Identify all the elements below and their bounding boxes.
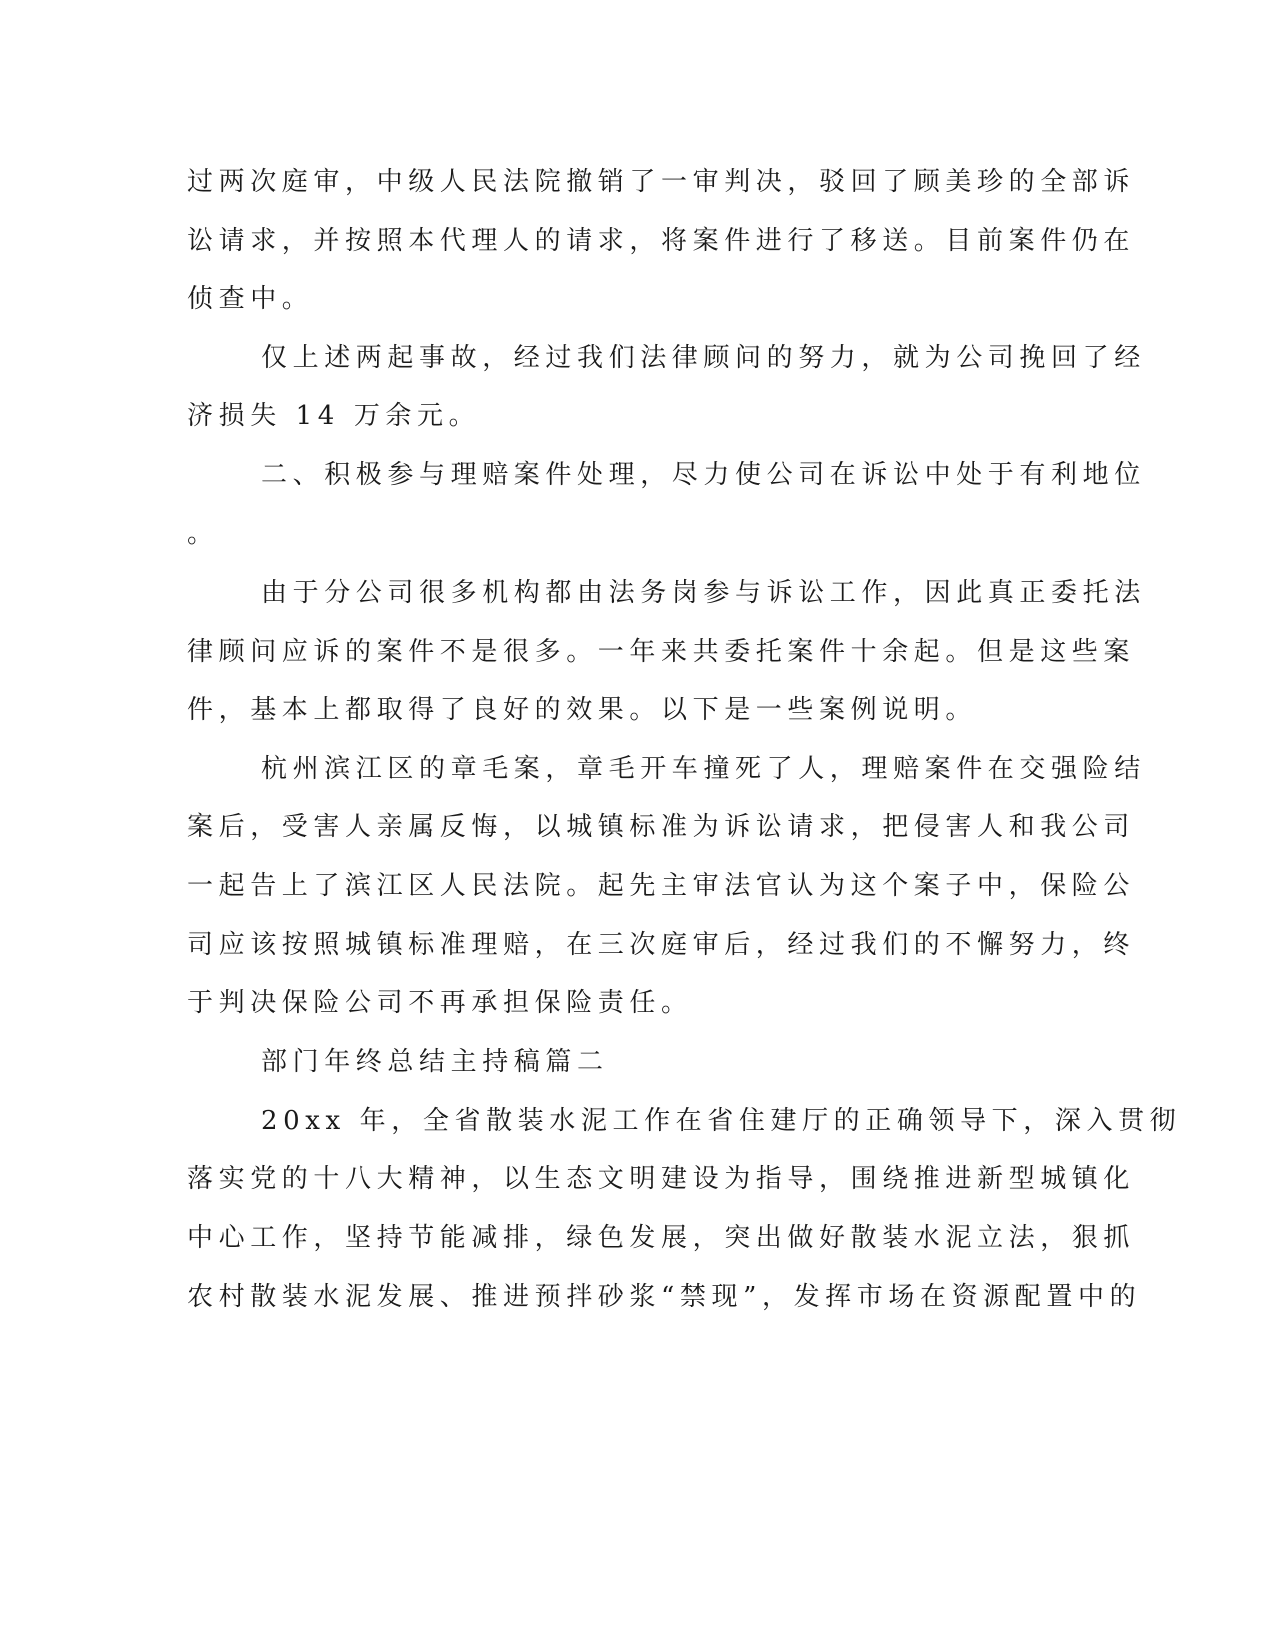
text-line: 案后，受害人亲属反悔，以城镇标准为诉讼请求，把侵害人和我公司 bbox=[187, 812, 1136, 842]
paragraph-first-line: 杭州滨江区的章毛案，章毛开车撞死了人，理赔案件在交强险结 bbox=[261, 754, 1146, 784]
paragraph-first-line: 仅上述两起事故，经过我们法律顾问的努力，就为公司挽回了经 bbox=[261, 343, 1146, 373]
paragraph-first-line: 20xx 年，全省散装水泥工作在省住建厅的正确领导下，深入贯彻 bbox=[261, 1106, 1182, 1136]
text-line: 司应该按照城镇标准理赔，在三次庭审后，经过我们的不懈努力，终 bbox=[187, 930, 1136, 960]
text-line: 侦查中。 bbox=[187, 284, 314, 314]
section-heading: 二、积极参与理赔案件处理，尽力使公司在诉讼中处于有利地位 bbox=[261, 460, 1146, 490]
text-line: 讼请求，并按照本代理人的请求，将案件进行了移送。目前案件仍在 bbox=[187, 226, 1136, 256]
paragraph-first-line: 由于分公司很多机构都由法务岗参与诉讼工作，因此真正委托法 bbox=[261, 578, 1146, 608]
text-line: 落实党的十八大精神，以生态文明建设为指导，围绕推进新型城镇化 bbox=[187, 1164, 1136, 1194]
text-line: 律顾问应诉的案件不是很多。一年来共委托案件十余起。但是这些案 bbox=[187, 637, 1136, 667]
text-line: 一起告上了滨江区人民法院。起先主审法官认为这个案子中，保险公 bbox=[187, 871, 1136, 901]
text-line: 。 bbox=[187, 519, 219, 549]
section-title: 部门年终总结主持稿篇二 bbox=[261, 1047, 609, 1077]
text-line: 农村散装水泥发展、推进预拌砂浆“禁现”，发挥市场在资源配置中的 bbox=[187, 1282, 1142, 1312]
text-line: 于判决保险公司不再承担保险责任。 bbox=[187, 988, 693, 1018]
text-line: 中心工作，坚持节能减排，绿色发展，突出做好散装水泥立法，狠抓 bbox=[187, 1223, 1136, 1253]
text-line: 济损失 14 万余元。 bbox=[187, 401, 481, 431]
text-line: 件，基本上都取得了良好的效果。以下是一些案例说明。 bbox=[187, 695, 978, 725]
text-line: 过两次庭审，中级人民法院撤销了一审判决，驳回了顾美珍的全部诉 bbox=[187, 167, 1136, 197]
